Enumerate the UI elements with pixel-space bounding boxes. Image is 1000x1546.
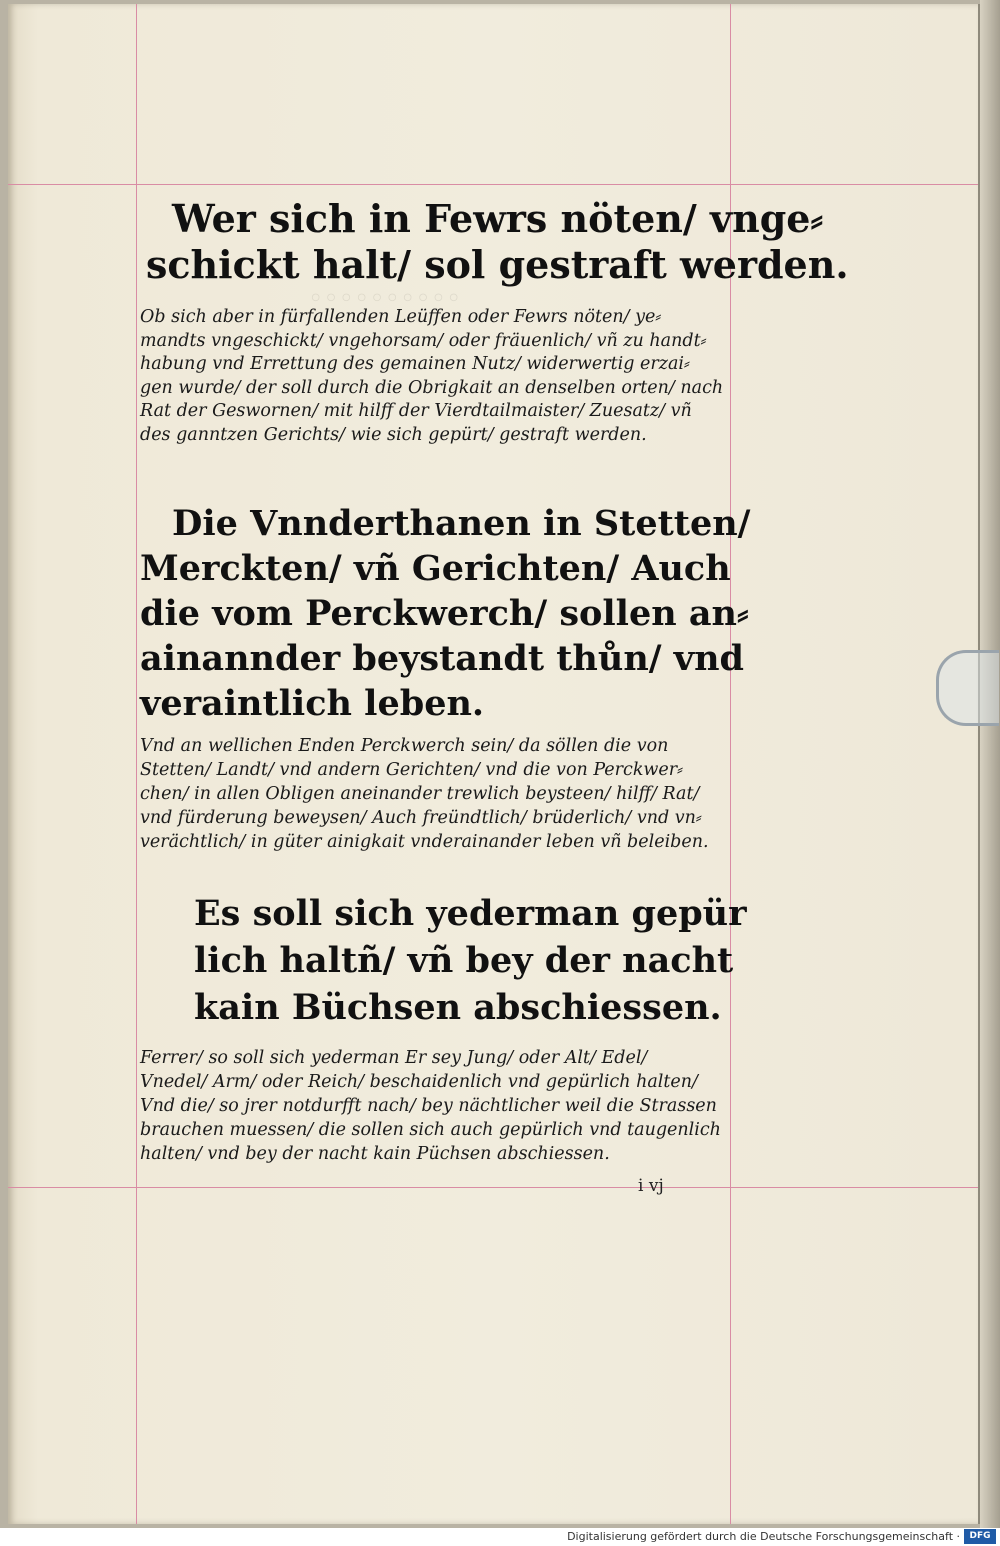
paragraph-line: des ganntzen Gerichts/ wie sich gepürt/ gestraft werden. [140, 424, 647, 445]
paragraph-line: vnd fürderung beweysen/ Auch freündtlich/ brüderlich/ vnd vn⸗ [140, 808, 702, 828]
margin-rule-bottom [8, 1187, 978, 1188]
paragraph-line: Ferrer/ so soll sich yederman Er sey Jung/ oder Alt/ Edel/ [140, 1048, 648, 1068]
heading-line: Merckten/ vñ Gerichten/ Auch [140, 548, 731, 589]
paragraph-line: verächtlich/ in güter ainigkait vnderainander leben vñ beleiben. [140, 832, 709, 852]
margin-rule-left [136, 4, 137, 1524]
heading-line: Wer sich in Fewrs nöten/ vnge⸗ [172, 196, 824, 241]
heading-line: lich haltñ/ vñ bey der nacht [194, 940, 734, 981]
footer-bar [0, 1528, 1000, 1546]
show-through: ◦◦◦◦◦◦◦◦◦◦ [308, 284, 462, 314]
section-paragraph-2 [140, 734, 740, 854]
page-edge [980, 0, 1000, 1528]
paper-clip [936, 650, 999, 726]
paragraph-line: habung vnd Errettung des gemainen Nutz/ widerwertig erzai⸗ [140, 354, 690, 374]
book-page [8, 4, 980, 1524]
heading-line: schickt halt/ sol gestraft werden. [146, 242, 849, 287]
heading-line: Die Vnnderthanen in Stetten/ [172, 503, 751, 544]
paragraph-line: Vnd an wellichen Enden Perckwerch sein/ da söllen die von [140, 736, 669, 756]
paragraph-line: mandts vngeschickt/ vngehorsam/ oder fräuenlich/ vñ zu handt⸗ [140, 330, 707, 351]
funding-credit: Digitalisierung gefördert durch die Deutsche Forschungsgemeinschaft · [567, 1530, 960, 1543]
paragraph-line: gen wurde/ der soll durch die Obrigkait an denselben orten/ nach [140, 377, 724, 398]
section-paragraph-1 [140, 306, 740, 447]
paragraph-line: brauchen muessen/ die sollen sich auch gepürlich vnd taugenlich [140, 1120, 721, 1140]
paragraph-line: chen/ in allen Obligen aneinander trewlich beysteen/ hilff/ Rat/ [140, 784, 700, 804]
dfg-logo[interactable]: DFG [964, 1529, 996, 1544]
margin-rule-top [8, 184, 978, 185]
heading-line: Es soll sich yederman gepür [194, 893, 747, 934]
paragraph-line: Ob sich aber in fürfallenden Leüffen oder Fewrs nöten/ ye⸗ [140, 307, 662, 327]
section-heading-1 [140, 196, 849, 287]
heading-line: ainannder beystandt thůn/ vnd [140, 638, 744, 679]
section-heading-2 [140, 503, 751, 724]
paragraph-line: halten/ vnd bey der nacht kain Püchsen abschiessen. [140, 1144, 610, 1164]
signature-mark: i vj [638, 1176, 664, 1196]
heading-line: kain Büchsen abschiessen. [194, 987, 722, 1028]
paragraph-line: Rat der Geswornen/ mit hilff der Vierdtailmaister/ Zuesatz/ vñ [140, 401, 692, 421]
paragraph-line: Vnd die/ so jrer notdurfft nach/ bey nächtlicher weil die Strassen [140, 1096, 717, 1116]
section-paragraph-3 [140, 1046, 740, 1166]
heading-line: veraintlich leben. [140, 683, 485, 724]
heading-line: die vom Perckwerch/ sollen an⸗ [140, 593, 749, 634]
paragraph-line: Vnedel/ Arm/ oder Reich/ beschaidenlich vnd gepürlich halten/ [140, 1072, 698, 1092]
paragraph-line: Stetten/ Landt/ vnd andern Gerichten/ vnd die von Perckwer⸗ [140, 760, 683, 780]
section-heading-3 [140, 893, 747, 1028]
